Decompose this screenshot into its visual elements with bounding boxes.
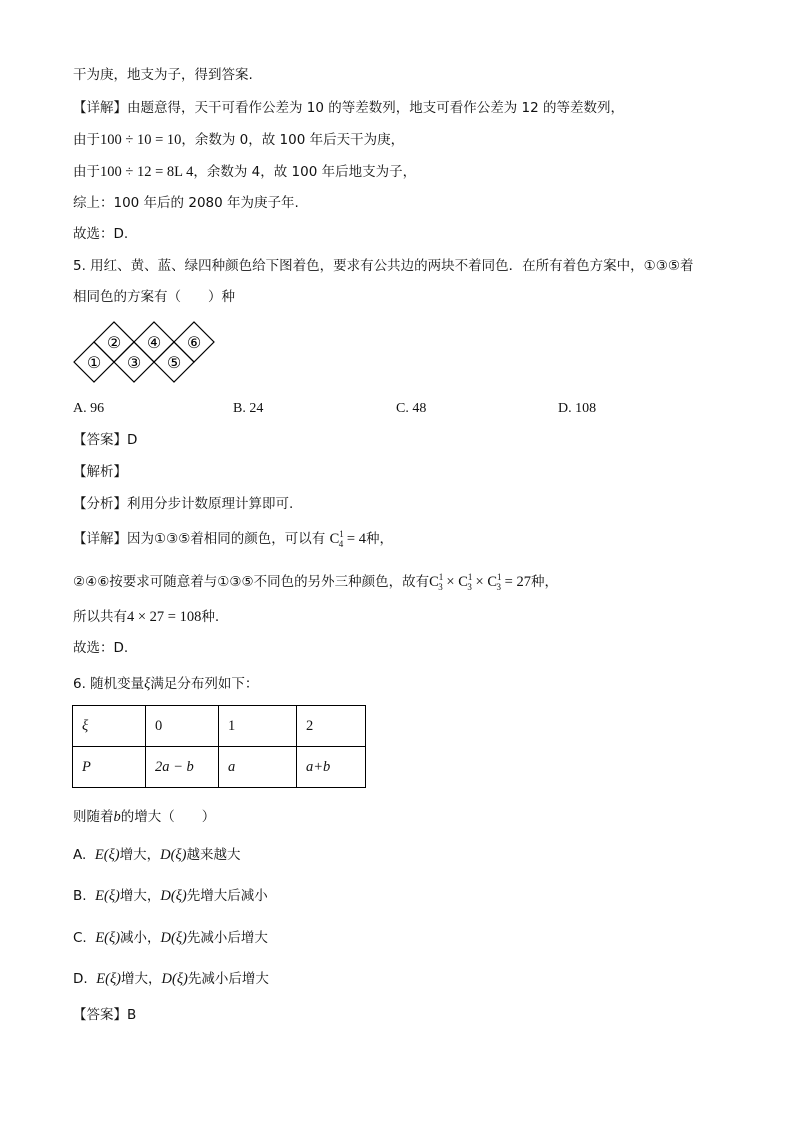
analysis-label: 【解析】 [73,464,127,480]
option-label: D. [73,971,88,987]
table-row [73,706,366,747]
table-row [73,747,366,788]
text: 增大， [119,888,161,904]
text: 增大， [119,847,161,863]
question-5-stem: 相同色的方案有（ ）种 [73,289,235,305]
expectation: E(ξ) [94,847,120,863]
expectation: E(ξ) [95,888,120,904]
table-cell: 0 [146,706,219,747]
math-expr: 4 × 27 = 108 [127,609,202,625]
text: 6. 随机变量 [73,676,145,692]
option-b [73,887,268,905]
question-6-stem [73,675,258,693]
table-cell: 2 [297,706,366,747]
option-d [73,970,269,988]
text: ②④⑥按要求可随意着与①③⑤不同色的另外三种颜色，故有 [73,574,430,590]
text: 满足分布列如下： [150,676,259,692]
option-a: A. 96 [73,401,105,416]
c-eq: = 4 [343,531,366,547]
text: 减小， [120,930,161,946]
c-sup: 1 [467,572,473,583]
option-label: A. [73,847,87,863]
variance: D(ξ) [161,971,188,987]
table-cell: 2a − b [146,747,219,788]
text-line [73,163,416,181]
c-sub: 4 [338,538,344,549]
coloring-diagram [72,318,228,384]
c-symbol: C [429,574,439,590]
c-sup: 1 [438,572,444,583]
detail-line: 【详解】由题意得，天干可看作公差为 10 的等差数列，地支可看作公差为 12 的等差数列， [73,100,625,116]
detail-line [73,573,558,591]
c-sup: 1 [339,529,344,540]
text-line: 综上：100 年后的 2080 年为庚子年. [73,195,299,211]
text-line [73,131,404,149]
table-cell: ξ [73,706,146,747]
text: ，余数为 4，故 100 年后地支为子， [193,164,417,180]
answer-label: 【答案】D [73,432,138,448]
text: 种. [201,609,220,625]
text-line: 故选：D. [73,226,129,242]
option-b: B. 24 [233,401,264,416]
text: 种， [365,531,393,547]
c-sup: 1 [497,572,502,583]
option-c: C. 48 [396,401,427,416]
text: 的增大（ ） [120,809,216,825]
text: 【详解】因为①③⑤着相同的颜色，可以有 [73,531,326,547]
c-sub: 3 [438,581,443,592]
table-cell: P [73,747,146,788]
cell-3-label: ③ [126,353,142,372]
xi-symbol: ξ [144,676,151,692]
text: 先增大后减小 [186,888,268,904]
text: 先减小后增大 [186,930,268,946]
variance: D(ξ) [160,888,187,904]
c-symbol: C [458,574,468,590]
c-symbol: C [329,531,340,547]
text: 所以共有 [73,609,127,625]
text: 先减小后增大 [187,971,269,987]
c-sub: 3 [467,581,472,592]
b-symbol: b [113,809,121,825]
combination [330,531,366,547]
times: × [471,574,488,590]
text-line: 干为庚，地支为子，得到答案. [73,67,253,83]
c-symbol: C [487,574,498,590]
analysis-text: 【分析】利用分步计数原理计算即可. [73,496,294,512]
text: 增大， [121,971,162,987]
cell-2-label: ② [106,333,122,352]
distribution-table [72,705,366,788]
math-expr: 100 ÷ 10 = 10 [100,132,182,148]
option-label: C. [73,930,87,946]
text: 种， [530,574,558,590]
table-cell: a [219,747,297,788]
table-cell: 1 [219,706,297,747]
times: × [442,574,459,590]
text-line: 故选：D. [73,640,129,656]
question-5-stem: 5. 用红、黄、蓝、绿四种颜色给下图着色，要求有公共边的两块不着同色．在所有着色方案中，①③⑤着 [73,258,694,274]
text-line [73,608,219,626]
text: 越来越大 [186,847,241,863]
option-label: B. [73,888,87,904]
cell-4-label: ④ [146,333,162,352]
cell-6-label: ⑥ [186,333,202,352]
cell-1-label: ① [86,353,102,372]
expectation: E(ξ) [95,930,121,946]
answer-label: 【答案】B [73,1007,137,1023]
table-cell: a+b [297,747,366,788]
text: ，余数为 0，故 100 年后天干为庚， [181,132,405,148]
expectation: E(ξ) [96,971,122,987]
option-c [73,929,268,947]
text: 由于 [73,132,100,148]
c-sub: 3 [496,581,502,592]
question-6-prompt [73,808,215,826]
option-d: D. 108 [558,401,597,416]
detail-line [73,530,393,548]
variance: D(ξ) [160,847,187,863]
math-expr: 100 ÷ 12 = 8L 4 [100,164,194,180]
cell-5-label: ⑤ [166,353,182,372]
text: 则随着 [73,809,114,825]
c-eq: = 27 [501,574,531,590]
variance: D(ξ) [160,930,187,946]
combination-product [429,574,531,590]
option-a [73,846,240,864]
text: 由于 [73,164,100,180]
